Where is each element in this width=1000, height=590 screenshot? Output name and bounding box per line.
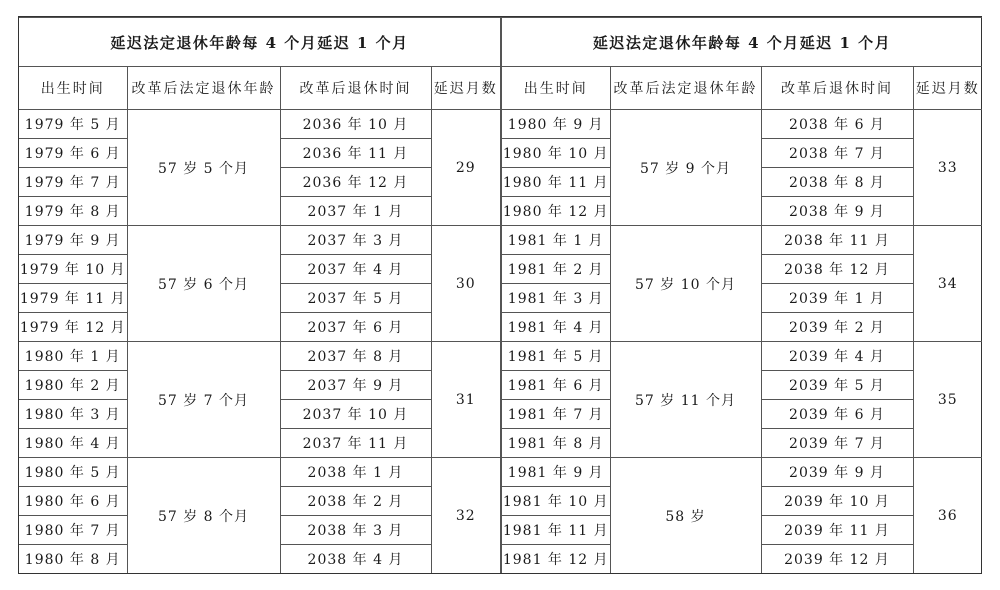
title-row [502, 18, 982, 67]
retirement-time-cell: 2038 年 3 月 [280, 516, 431, 545]
retirement-time-cell: 2039 年 5 月 [761, 371, 913, 400]
birth-time-cell: 1980 年 7 月 [19, 516, 127, 545]
retirement-time-cell: 2037 年 5 月 [280, 284, 431, 313]
retirement-time-cell: 2039 年 2 月 [761, 313, 913, 342]
header-retirement-age: 改革后法定退休年龄 [610, 67, 761, 110]
retirement-time-cell: 2039 年 9 月 [761, 458, 913, 487]
header-retirement-time: 改革后退休时间 [280, 67, 431, 110]
retirement-time-cell: 2037 年 11 月 [280, 429, 431, 458]
retirement-time-cell: 2038 年 2 月 [280, 487, 431, 516]
birth-time-cell: 1979 年 12 月 [19, 313, 127, 342]
table-row [502, 342, 982, 371]
delay-months-cell: 29 [431, 110, 500, 226]
birth-time-cell: 1979 年 10 月 [19, 255, 127, 284]
birth-time-cell: 1981 年 6 月 [502, 371, 610, 400]
retirement-time-cell: 2039 年 10 月 [761, 487, 913, 516]
retirement-time-cell: 2037 年 6 月 [280, 313, 431, 342]
retirement-age-cell: 57 岁 10 个月 [610, 226, 761, 342]
retirement-time-cell: 2038 年 11 月 [761, 226, 913, 255]
retirement-time-cell: 2039 年 1 月 [761, 284, 913, 313]
retirement-time-cell: 2039 年 7 月 [761, 429, 913, 458]
header-row [502, 67, 982, 110]
birth-time-cell: 1981 年 9 月 [502, 458, 610, 487]
retirement-time-cell: 2038 年 1 月 [280, 458, 431, 487]
header-row [19, 67, 500, 110]
birth-time-cell: 1981 年 11 月 [502, 516, 610, 545]
birth-time-cell: 1980 年 3 月 [19, 400, 127, 429]
retirement-time-cell: 2038 年 6 月 [761, 110, 913, 139]
table-row [19, 226, 500, 255]
retirement-time-cell: 2039 年 11 月 [761, 516, 913, 545]
birth-time-cell: 1980 年 10 月 [502, 139, 610, 168]
table-panel-left [19, 17, 500, 573]
retirement-age-cell: 57 岁 11 个月 [610, 342, 761, 458]
retirement-age-cell: 57 岁 9 个月 [610, 110, 761, 226]
table-row [502, 110, 982, 139]
retirement-time-cell: 2037 年 8 月 [280, 342, 431, 371]
birth-time-cell: 1981 年 8 月 [502, 429, 610, 458]
birth-time-cell: 1980 年 6 月 [19, 487, 127, 516]
birth-time-cell: 1981 年 2 月 [502, 255, 610, 284]
table-row [19, 110, 500, 139]
birth-time-cell: 1980 年 2 月 [19, 371, 127, 400]
retirement-age-cell: 57 岁 7 个月 [127, 342, 280, 458]
retirement-age-cell: 57 岁 6 个月 [127, 226, 280, 342]
delay-months-cell: 33 [913, 110, 982, 226]
birth-time-cell: 1980 年 1 月 [19, 342, 127, 371]
header-retirement-age: 改革后法定退休年龄 [127, 67, 280, 110]
header-retirement-time: 改革后退休时间 [761, 67, 913, 110]
birth-time-cell: 1979 年 5 月 [19, 110, 127, 139]
retirement-time-cell: 2039 年 4 月 [761, 342, 913, 371]
retirement-time-cell: 2038 年 8 月 [761, 168, 913, 197]
birth-time-cell: 1980 年 9 月 [502, 110, 610, 139]
retirement-time-cell: 2037 年 9 月 [280, 371, 431, 400]
birth-time-cell: 1980 年 4 月 [19, 429, 127, 458]
retirement-time-cell: 2037 年 3 月 [280, 226, 431, 255]
delay-months-cell: 30 [431, 226, 500, 342]
table-title: 延迟法定退休年龄每 4 个月延迟 1 个月 [19, 18, 500, 67]
birth-time-cell: 1981 年 10 月 [502, 487, 610, 516]
birth-time-cell: 1981 年 7 月 [502, 400, 610, 429]
title-row [19, 18, 500, 67]
birth-time-cell: 1979 年 7 月 [19, 168, 127, 197]
retirement-age-cell: 57 岁 5 个月 [127, 110, 280, 226]
retirement-time-cell: 2039 年 12 月 [761, 545, 913, 574]
retirement-time-cell: 2037 年 10 月 [280, 400, 431, 429]
table-row [19, 458, 500, 487]
birth-time-cell: 1979 年 11 月 [19, 284, 127, 313]
birth-time-cell: 1981 年 12 月 [502, 545, 610, 574]
retirement-time-cell: 2037 年 4 月 [280, 255, 431, 284]
delay-months-cell: 31 [431, 342, 500, 458]
birth-time-cell: 1980 年 12 月 [502, 197, 610, 226]
table-row [19, 342, 500, 371]
retirement-age-cell: 57 岁 8 个月 [127, 458, 280, 574]
retirement-age-cell: 58 岁 [610, 458, 761, 574]
header-delay-months: 延迟月数 [913, 67, 982, 110]
retirement-time-cell: 2036 年 11 月 [280, 139, 431, 168]
birth-time-cell: 1981 年 1 月 [502, 226, 610, 255]
delay-months-cell: 34 [913, 226, 982, 342]
birth-time-cell: 1981 年 3 月 [502, 284, 610, 313]
retirement-time-cell: 2038 年 7 月 [761, 139, 913, 168]
retirement-time-cell: 2036 年 12 月 [280, 168, 431, 197]
birth-time-cell: 1979 年 8 月 [19, 197, 127, 226]
retirement-time-cell: 2037 年 1 月 [280, 197, 431, 226]
birth-time-cell: 1979 年 9 月 [19, 226, 127, 255]
birth-time-cell: 1980 年 5 月 [19, 458, 127, 487]
retirement-delay-tables [18, 16, 982, 574]
header-birth-time: 出生时间 [19, 67, 127, 110]
delay-months-cell: 36 [913, 458, 982, 574]
birth-time-cell: 1981 年 4 月 [502, 313, 610, 342]
birth-time-cell: 1981 年 5 月 [502, 342, 610, 371]
table-panel-right [502, 17, 982, 573]
table-title: 延迟法定退休年龄每 4 个月延迟 1 个月 [502, 18, 982, 67]
birth-time-cell: 1980 年 8 月 [19, 545, 127, 574]
table-row [502, 458, 982, 487]
table-row [502, 226, 982, 255]
retirement-time-cell: 2038 年 12 月 [761, 255, 913, 284]
birth-time-cell: 1980 年 11 月 [502, 168, 610, 197]
header-delay-months: 延迟月数 [431, 67, 500, 110]
birth-time-cell: 1979 年 6 月 [19, 139, 127, 168]
retirement-time-cell: 2038 年 4 月 [280, 545, 431, 574]
delay-months-cell: 35 [913, 342, 982, 458]
retirement-table [19, 17, 500, 573]
retirement-time-cell: 2038 年 9 月 [761, 197, 913, 226]
delay-months-cell: 32 [431, 458, 500, 574]
retirement-time-cell: 2036 年 10 月 [280, 110, 431, 139]
header-birth-time: 出生时间 [502, 67, 610, 110]
retirement-table [502, 17, 982, 573]
retirement-time-cell: 2039 年 6 月 [761, 400, 913, 429]
